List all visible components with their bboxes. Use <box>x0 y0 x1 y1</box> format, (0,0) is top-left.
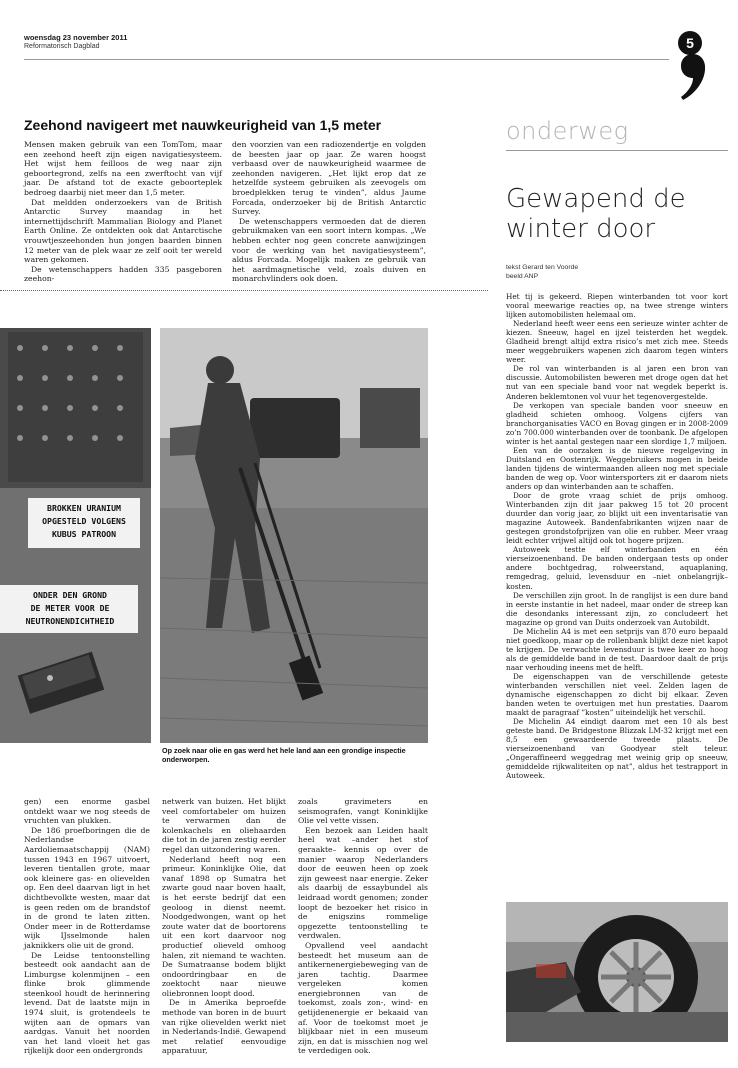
paragraph: De wetenschappers vermoeden dat de dieren gebruikmaken van een soort intern kompas. „We hebben echter nog geen concrete aanwijzingen voor de werking van het navigatiesysteem”, aldus Forcada. Mogelijk maken ze gebruik van het aardmagnetische veld, zoals duiven en monarchvlinders ook doen. <box>232 216 426 284</box>
paragraph: Door de grote vraag schiet de prijs omhoog. Winterbanden zijn dit jaar pakweg 15 tot 20 procent duurder dan vorig jaar, zo blijkt uit een inventarisatie van magazine Autoweek. Bandenfabrikanten wijzen naar de gestegen grondstofprijzen van olie en rubber. Meer vraag leidt echter vrijwel altijd ook tot hogere prijzen. <box>506 491 728 546</box>
paragraph: Dat meldden onderzoekers van de British Antarctic Survey maandag in het internettijdschrift Mammalian Biology and Planet Earth Online. Ze ontdekten ook dat Antarctische vrouwtjeszeehonden hun jongen baarden binnen 12 meter van de plek waar ze zelf ooit ter wereld waren gekomen. <box>24 197 222 265</box>
article1-column-1 <box>24 140 222 284</box>
byline <box>506 264 578 281</box>
section-divider <box>506 150 728 151</box>
paragraph: De verkopen van speciale banden voor sneeuw en gladheid schieten omhoog. Volgens cijfers van branchorganisaties VACO en Bovag gingen er in 2008-2009 zo’n 700.000 winterbanden over de toonbank. De afgelopen winter is het aantal gestegen naar een slordige 1,7 miljoen. <box>506 400 728 446</box>
paragraph: De in Amerika beproefde methode van boren in de buurt van rijke olievelden werkt niet in Nederlands-Indië. Gewapend met relatief eenvoudige apparatuur, <box>162 998 286 1056</box>
photo-caption: Op zoek naar olie en gas werd het hele land aan een grondige inspectie onderworpen. <box>162 746 406 764</box>
paragraph: De 186 proefboringen die de Nederlandse Aardoliemaatschappij (NAM) tussen 1943 en 1967 uitvoert, leveren tientallen grote, maar ook kleinere gas- en olievelden op. Een deel daarvan ligt in het dichtbevolkte westen, maar dat is geen reden om de brandstof in de grond te laten zitten. Onder meer in de Rotterdamse wijk IJsselmonde halen jaknikkers olie uit de grond. <box>24 825 150 950</box>
paragraph: Autoweek testte elf winterbanden en één vierseizoenenband. De banden ondergaan tests op onder andere bochtgedrag, rolweerstand, aquaplaning, remgedrag, geluid, levensduur en –niet onbelangrijk– kosten. <box>506 545 728 591</box>
paragraph: Een bezoek aan Leiden haalt heel wat –ander het stof geraakte– kennis op over de manier waarop Nederlanders door de eeuwen heen op zoek zijn geweest naar energie. Zeker als daarbij de essaybundel als leidraad wordt genomen; zonder loopt de bezoeker het risico in de enigszins rommelige opgezette tentoonstelling te verdwalen. <box>298 825 428 941</box>
paragraph: De Michelin A4 is met een setprijs van 870 euro bepaald niet goedkoop, maar op de rollenbank blijkt deze niet kapot te krijgen. De verwachte levensduur is twee keer zo hoog als de gemiddelde band in de test. Daardoor daalt de prijs naar verhouding ineens met de helft. <box>506 626 728 672</box>
paragraph: De verschillen zijn groot. In de ranglijst is een dure band in eerste instantie in het nadeel, maar onder de streep kan die desondanks interessant zijn, zo concludeert het magazine op grond van Duits onderzoek van Autobildt. <box>506 590 728 627</box>
field-illustration <box>160 328 428 743</box>
tire-photo <box>506 902 728 1042</box>
sign-meter: ONDER DEN GROND DE METER VOOR DE NEUTRONENDICHTHEID <box>25 590 115 626</box>
uranium-exhibit-photo <box>0 328 151 743</box>
article-headline: Zeehond navigeert met nauwkeurigheid van 1,5 meter <box>24 117 382 133</box>
edition-date: woensdag 23 november 2011 <box>24 33 128 42</box>
paragraph: gen) een enorme gasbel ontdekt waar we nog steeds de vruchten van plukken. <box>24 797 150 826</box>
article2-column-2 <box>162 797 286 1056</box>
paragraph: De wetenschappers hadden 335 pasgeboren zeehon- <box>24 264 222 284</box>
tire-illustration <box>506 902 728 1042</box>
paragraph: Het tij is gekeerd. Riepen winterbanden tot voor kort vooral meewarige reacties op, na twee strenge winters lijken automobilisten helemaal om. <box>506 292 728 320</box>
field-inspection-photo <box>160 328 428 743</box>
paragraph: Mensen maken gebruik van een TomTom, maar een zeehond heeft zijn eigen navigatiesysteem. Het wijst hem feilloos de weg naar zijn geboortegrond, zelfs na een zwerftocht van vijf jaar. De afstand tot de exacte geboorteplek bedroeg daarbij niet meer dan 1,5 meter. <box>24 140 222 197</box>
section-label: onderweg <box>506 117 629 145</box>
article3-body <box>506 292 728 781</box>
paragraph: De Leidse tentoonstelling besteedt ook aandacht aan de Limburgse kolenmijnen – een flinke brok glimmende steenkool houdt de herinnering levend. Dat de laatste mijn in 1974 sluit, is grotendeels te wijten aan de opmars van aardgas. Vanuit het noorden van het land vloeit het gas rijkelijk door een ondergronds <box>24 950 150 1056</box>
article-title: Gewapend de winter door <box>506 184 686 244</box>
paragraph: De eigenschappen van de verschillende geteste winterbanden verschillen niet veel. Zelden lagen de dynamische eigenschappen zo dicht bij elkaar. Zeven banden weten te overtuigen met hun prestaties. Daarom maakt de paragraaf ”kosten” uiteindelijk het verschil. <box>506 671 728 718</box>
page-number: 5 <box>678 31 702 55</box>
paragraph: Nederland heeft weer eens een serieuze winter achter de kiezen. Sneeuw, hagel en ijzel teisterden het wegdek. Gladheid brengt altijd extra risico’s met zich mee. Steeds meer weggebruikers wapenen zich daarom tegen winters weer. <box>506 319 728 365</box>
header-divider <box>24 59 669 60</box>
paragraph: Nederland heeft nog een primeur. Koninklijke Olie, dat vanaf 1898 op Sumatra het zwarte goud naar boven haalt, is het eerste bedrijf dat een geoloog in dienst neemt. Noodgedwongen, want op het zoute water dat de boortorens uit een kort daarvoor nog productief olieveld omhoog halen, zit niemand te wachten. De Sumatraanse bodem blijkt ondoordringbaar en de zoektocht naar nieuwe oliebronnen loopt dood. <box>162 854 286 998</box>
paragraph: netwerk van buizen. Het blijkt veel comfortabeler om huizen te verwarmen dan de kolenkachels en oliehaarden die tot in de jaren zestig eerder regel dan uitzondering waren. <box>162 797 286 854</box>
byline-photo: beeld ANP <box>506 272 539 280</box>
dotted-divider <box>0 290 488 291</box>
byline-text: tekst Gerard ten Voorde <box>506 264 579 271</box>
paragraph: Opvallend veel aandacht besteedt het museum aan de antikernenergiebeweging van de jaren tachtig. Daarmee vergeleken komen energiebronnen van de toekomst, zoals zon-, wind- en getijdenenergie er bekaaid van af. Voor de toekomst moet je blijkbaar niet in een museum zijn, en dat is misschien nog wel te verdedigen ook. <box>298 940 428 1056</box>
comma-logo-icon <box>679 52 707 102</box>
newspaper-name: Reformatorisch Dagblad <box>24 43 100 50</box>
paragraph: Een van de oorzaken is de nieuwe regelgeving in Duitsland en Oostenrijk. Weggebruikers mogen in beide landen tijdens de wintermaanden alleen nog met speciale banden de weg op. Voor wintersporters zit er daarom niets anders op dan winterbanden aan te schaffen. <box>506 445 728 491</box>
paragraph: De rol van winterbanden is al jaren een bron van discussie. Automobilisten beweren met droge ogen dat het nut van een speciale band voor nat wegdek beperkt is. Anderen beklemtonen vol vuur het tegenovergestelde. <box>506 364 728 401</box>
article1-column-2 <box>232 140 426 284</box>
paragraph: zoals gravimeters en seismografen, vangt Koninklijke Olie vel vette vissen. <box>298 797 428 826</box>
paragraph: den voorzien van een radiozendertje en volgden de beesten jaar op jaar. Ze waren hoogst verbaasd over de nauwkeurigheid waarmee de zeehonden navigeren. „Het lijkt erop dat ze hetzelfde systeem gebruiken als zeevogels om broedplekken terug te vinden”, aldus Jaume Forcada, onderzoeker bij de British Antarctic Survey. <box>232 140 426 217</box>
article2-column-1 <box>24 797 150 1056</box>
paragraph: De Michelin A4 eindigt daarom met een 10 als best geteste band. De Bridgestone Blizzak LM-32 krijgt met een 8,5 een gewaardeerde tweede plaats. De vierseizoenenband van Goodyear stelt teleur. „Ongeraffineerd weggedrag met weinig grip op sneeuw, gemiddelde rijkwaliteiten op nat”, aldus het testrapport in Autoweek. <box>506 717 728 781</box>
sign-uranium: BROKKEN URANIUM OPGESTELD VOLGENS KUBUS PATROON <box>42 503 126 539</box>
article2-column-3 <box>298 797 428 1056</box>
